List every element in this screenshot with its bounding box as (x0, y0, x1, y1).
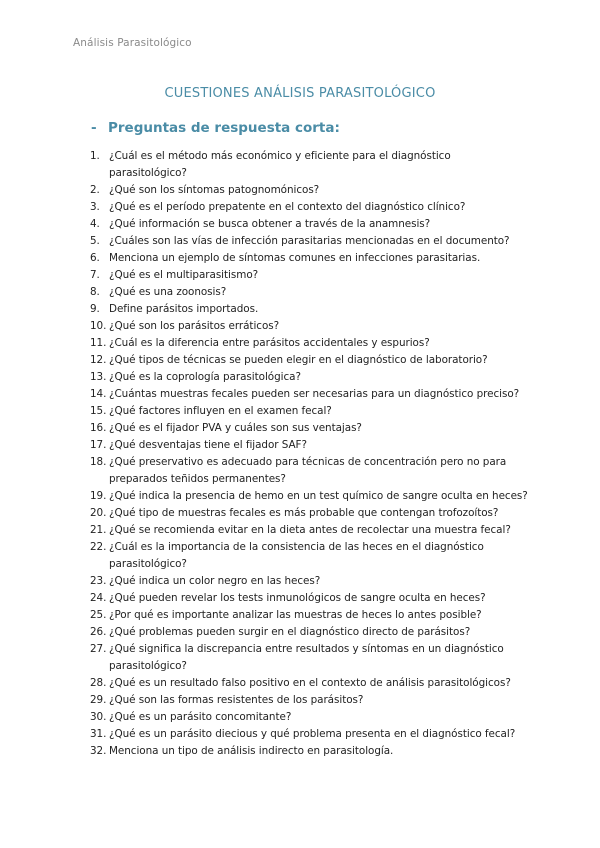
question-text: Define parásitos importados. (109, 303, 259, 315)
question-item (0, 454, 600, 488)
question-text: ¿Qué significa la discrepancia entre resultados y síntomas en un diagnóstico parasitológico? (109, 643, 504, 672)
question-number: 8. (90, 286, 100, 298)
question-number: 28. (90, 677, 107, 689)
question-item (0, 709, 600, 726)
question-item (0, 437, 600, 454)
question-text: ¿Qué pueden revelar los tests inmunológicos de sangre oculta en heces? (109, 592, 486, 604)
question-item (0, 301, 600, 318)
question-number: 24. (90, 592, 107, 604)
question-item (0, 199, 600, 216)
question-item (0, 318, 600, 335)
question-number: 18. (90, 456, 107, 468)
question-text: ¿Qué información se busca obtener a través de la anamnesis? (109, 218, 431, 230)
question-text: ¿Qué es el multiparasitismo? (109, 269, 259, 281)
question-item (0, 522, 600, 539)
question-number: 7. (90, 269, 100, 281)
question-number: 1. (90, 150, 100, 162)
question-text: ¿Qué factores influyen en el examen fecal? (109, 405, 332, 417)
question-number: 13. (90, 371, 107, 383)
question-list (0, 148, 600, 760)
question-number: 6. (90, 252, 100, 264)
question-number: 3. (90, 201, 100, 213)
question-item (0, 692, 600, 709)
question-text: ¿Qué es un resultado falso positivo en el contexto de análisis parasitológicos? (109, 677, 511, 689)
question-item (0, 335, 600, 352)
question-item (0, 420, 600, 437)
question-text: ¿Qué indica un color negro en las heces? (109, 575, 321, 587)
question-text: ¿Cuáles son las vías de infección parasitarias mencionadas en el documento? (109, 235, 510, 247)
question-number: 21. (90, 524, 107, 536)
question-number: 14. (90, 388, 107, 400)
question-text: ¿Cuántas muestras fecales pueden ser necesarias para un diagnóstico preciso? (109, 388, 520, 400)
question-number: 2. (90, 184, 100, 196)
section-heading-label: Preguntas de respuesta corta: (108, 120, 340, 136)
question-text: ¿Qué indica la presencia de hemo en un test químico de sangre oculta en heces? (109, 490, 528, 502)
question-text: ¿Qué es un parásito concomitante? (109, 711, 292, 723)
question-item (0, 675, 600, 692)
question-text: ¿Qué problemas pueden surgir en el diagnóstico directo de parásitos? (109, 626, 471, 638)
question-item (0, 284, 600, 301)
question-number: 32. (90, 745, 107, 757)
question-text: ¿Qué es el período prepatente en el contexto del diagnóstico clínico? (109, 201, 466, 213)
question-text: ¿Cuál es el método más económico y eficiente para el diagnóstico parasitológico? (109, 150, 451, 179)
question-text: ¿Qué tipo de muestras fecales es más probable que contengan trofozoítos? (109, 507, 499, 519)
question-item (0, 216, 600, 233)
question-item (0, 539, 600, 573)
question-item (0, 726, 600, 743)
question-text: ¿Qué es el fijador PVA y cuáles son sus ventajas? (109, 422, 362, 434)
section-heading (91, 120, 340, 136)
question-item (0, 233, 600, 250)
question-number: 10. (90, 320, 107, 332)
question-number: 30. (90, 711, 107, 723)
question-item (0, 641, 600, 675)
question-number: 4. (90, 218, 100, 230)
question-text: ¿Qué es una zoonosis? (109, 286, 227, 298)
section-bullet: - (91, 120, 97, 136)
question-item (0, 590, 600, 607)
question-item (0, 505, 600, 522)
question-text: ¿Cuál es la importancia de la consistencia de las heces en el diagnóstico parasitológico? (109, 541, 484, 570)
question-item (0, 386, 600, 403)
question-item (0, 369, 600, 386)
question-number: 23. (90, 575, 107, 587)
question-text: ¿Qué desventajas tiene el fijador SAF? (109, 439, 307, 451)
question-number: 11. (90, 337, 107, 349)
question-number: 15. (90, 405, 107, 417)
running-header: Análisis Parasitológico (73, 37, 192, 49)
question-item (0, 267, 600, 284)
question-text: ¿Por qué es importante analizar las muestras de heces lo antes posible? (109, 609, 482, 621)
question-text: ¿Qué se recomienda evitar en la dieta antes de recolectar una muestra fecal? (109, 524, 511, 536)
question-text: ¿Qué es un parásito diecious y qué problema presenta en el diagnóstico fecal? (109, 728, 516, 740)
question-item (0, 573, 600, 590)
question-number: 5. (90, 235, 100, 247)
question-item (0, 182, 600, 199)
question-text: ¿Qué son los síntomas patognomónicos? (109, 184, 320, 196)
question-text: ¿Cuál es la diferencia entre parásitos accidentales y espurios? (109, 337, 430, 349)
question-item (0, 250, 600, 267)
question-text: Menciona un ejemplo de síntomas comunes en infecciones parasitarias. (109, 252, 481, 264)
question-number: 26. (90, 626, 107, 638)
question-number: 31. (90, 728, 107, 740)
question-number: 19. (90, 490, 107, 502)
question-text: ¿Qué preservativo es adecuado para técnicas de concentración pero no para preparados teñidos permanentes? (109, 456, 507, 485)
question-number: 17. (90, 439, 107, 451)
question-item (0, 607, 600, 624)
question-text: Menciona un tipo de análisis indirecto en parasitología. (109, 745, 394, 757)
question-number: 29. (90, 694, 107, 706)
question-item (0, 352, 600, 369)
question-item (0, 743, 600, 760)
question-text: ¿Qué son los parásitos erráticos? (109, 320, 280, 332)
question-number: 9. (90, 303, 100, 315)
question-item (0, 403, 600, 420)
question-number: 12. (90, 354, 107, 366)
question-item (0, 488, 600, 505)
question-number: 27. (90, 643, 107, 655)
question-number: 20. (90, 507, 107, 519)
question-number: 22. (90, 541, 107, 553)
question-text: ¿Qué es la coprología parasitológica? (109, 371, 301, 383)
question-number: 25. (90, 609, 107, 621)
document-title: CUESTIONES ANÁLISIS PARASITOLÓGICO (164, 86, 436, 101)
question-text: ¿Qué son las formas resistentes de los parásitos? (109, 694, 364, 706)
question-item (0, 148, 600, 182)
question-text: ¿Qué tipos de técnicas se pueden elegir en el diagnóstico de laboratorio? (109, 354, 488, 366)
question-number: 16. (90, 422, 107, 434)
question-item (0, 624, 600, 641)
